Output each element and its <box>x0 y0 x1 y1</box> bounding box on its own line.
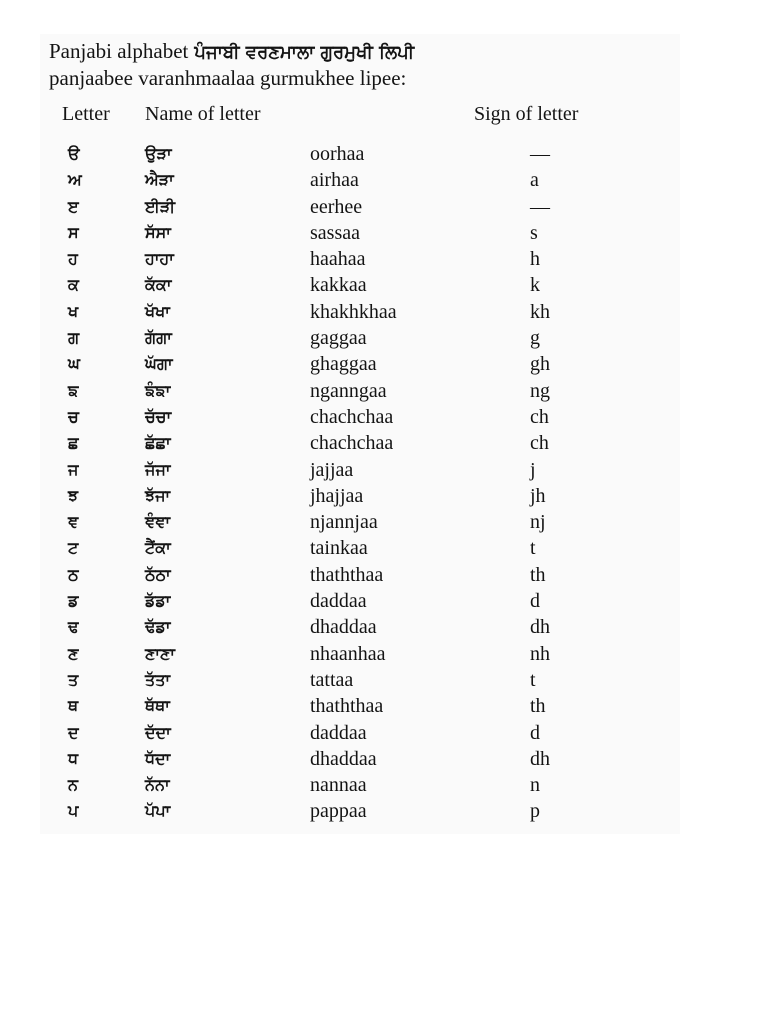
letter-sign: d <box>530 590 540 613</box>
gurmukhi-letter: ਥ <box>68 696 79 716</box>
table-row <box>0 614 768 640</box>
letter-name-gurmukhi: ਤੱਤਾ <box>145 669 171 689</box>
letter-name-gurmukhi: ਈੜੀ <box>145 196 176 216</box>
gurmukhi-letter: ਙ <box>68 380 79 400</box>
letter-name-transliteration: sassaa <box>310 221 360 244</box>
letter-name-transliteration: dhaddaa <box>310 616 377 639</box>
letter-name-transliteration: daddaa <box>310 590 367 613</box>
letter-sign: p <box>530 800 540 823</box>
gurmukhi-letter: ਸ <box>68 222 79 242</box>
letter-sign: — <box>530 195 550 218</box>
letter-sign: t <box>530 537 536 560</box>
title-english: Panjabi alphabet <box>49 39 189 63</box>
letter-name-transliteration: thaththaa <box>310 695 384 718</box>
gurmukhi-letter: ਠ <box>68 564 79 584</box>
gurmukhi-letter: ਪ <box>68 801 79 821</box>
table-row <box>0 141 768 167</box>
letter-name-gurmukhi: ਙੰਙਾ <box>145 380 171 400</box>
alphabet-table <box>0 141 768 825</box>
gurmukhi-letter: ਤ <box>68 669 79 689</box>
letter-sign: g <box>530 327 540 350</box>
table-row <box>0 351 768 377</box>
table-row <box>0 720 768 746</box>
letter-sign: ng <box>530 379 550 402</box>
letter-name-transliteration: tattaa <box>310 668 354 691</box>
letter-name-transliteration: ghaggaa <box>310 353 377 376</box>
letter-sign: h <box>530 248 540 271</box>
letter-name-transliteration: oorhaa <box>310 143 365 165</box>
letter-sign: ch <box>530 405 549 428</box>
gurmukhi-letter: ਝ <box>68 485 79 505</box>
letter-name-transliteration: kakkaa <box>310 274 367 297</box>
letter-name-transliteration: nhaanhaa <box>310 642 386 665</box>
letter-name-transliteration: nganngaa <box>310 379 387 402</box>
letter-name-transliteration: eerhee <box>310 195 363 218</box>
gurmukhi-letter: ਖ <box>68 301 79 321</box>
header-sign-of-letter: Sign of letter <box>474 103 579 125</box>
gurmukhi-letter: ਕ <box>68 275 79 295</box>
letter-name-transliteration: dhaddaa <box>310 747 377 770</box>
letter-name-gurmukhi: ਹਾਹਾ <box>145 249 174 269</box>
letter-name-transliteration: pappaa <box>310 800 367 823</box>
gurmukhi-letter: ਟ <box>68 538 79 558</box>
table-row <box>0 325 768 351</box>
table-row <box>0 772 768 798</box>
letter-sign: a <box>530 169 539 192</box>
letter-sign: kh <box>530 300 550 323</box>
table-row <box>0 167 768 193</box>
letter-name-gurmukhi: ਢੱਡਾ <box>145 617 171 637</box>
gurmukhi-letter: ਡ <box>68 591 79 611</box>
letter-name-gurmukhi: ਉੜਾ <box>145 144 172 163</box>
letter-name-gurmukhi: ਣਾਣਾ <box>145 643 175 663</box>
letter-name-gurmukhi: ਞੰਞਾ <box>145 512 171 532</box>
letter-sign: dh <box>530 616 550 639</box>
table-row <box>0 509 768 535</box>
letter-name-gurmukhi: ਛੱਛਾ <box>145 433 171 453</box>
table-row <box>0 457 768 483</box>
letter-name-gurmukhi: ਚੱਚਾ <box>145 406 172 426</box>
gurmukhi-letter: ਞ <box>68 512 79 532</box>
gurmukhi-letter: ੳ <box>68 144 80 163</box>
table-row <box>0 562 768 588</box>
gurmukhi-letter: ਛ <box>68 433 79 453</box>
letter-name-gurmukhi: ਗੱਗਾ <box>145 328 172 348</box>
gurmukhi-letter: ਜ <box>68 459 79 479</box>
letter-name-gurmukhi: ਘੱਗਾ <box>145 354 173 374</box>
letter-sign: th <box>530 695 546 718</box>
table-row <box>0 483 768 509</box>
gurmukhi-letter: ੲ <box>68 196 79 216</box>
letter-name-gurmukhi: ਐੜਾ <box>145 170 174 190</box>
header-letter: Letter <box>62 103 110 125</box>
letter-name-transliteration: haahaa <box>310 248 366 271</box>
letter-name-gurmukhi: ਧੱਦਾ <box>145 748 171 768</box>
table-row <box>0 194 768 220</box>
table-row <box>0 746 768 772</box>
letter-name-gurmukhi: ਨੱਨਾ <box>145 775 170 795</box>
letter-name-gurmukhi: ਦੱਦਾ <box>145 722 171 742</box>
letter-name-gurmukhi: ਪੱਪਾ <box>145 801 171 821</box>
table-row <box>0 641 768 667</box>
gurmukhi-letter: ਣ <box>68 643 79 663</box>
letter-sign: n <box>530 774 540 797</box>
table-row <box>0 220 768 246</box>
letter-name-gurmukhi: ਕੱਕਾ <box>145 275 172 295</box>
table-row <box>0 246 768 272</box>
letter-name-transliteration: gaggaa <box>310 327 367 350</box>
table-row <box>0 798 768 824</box>
table-row <box>0 430 768 456</box>
gurmukhi-letter: ਘ <box>68 354 80 374</box>
letter-name-transliteration: jhajjaa <box>310 484 364 507</box>
letter-name-transliteration: thaththaa <box>310 563 384 586</box>
letter-name-gurmukhi: ਸੱਸਾ <box>145 222 171 242</box>
letter-name-transliteration: khakhkhaa <box>310 300 397 323</box>
letter-name-transliteration: nannaa <box>310 774 367 797</box>
gurmukhi-letter: ਗ <box>68 328 80 348</box>
letter-name-gurmukhi: ਡੱਡਾ <box>145 591 171 611</box>
table-row <box>0 378 768 404</box>
letter-name-transliteration: chachchaa <box>310 405 394 428</box>
letter-name-transliteration: tainkaa <box>310 537 368 560</box>
table-row <box>0 404 768 430</box>
letter-name-transliteration: jajjaa <box>310 458 354 481</box>
gurmukhi-letter: ਦ <box>68 722 79 742</box>
letter-sign: t <box>530 668 536 691</box>
letter-name-gurmukhi: ਝੱਜਾ <box>145 485 171 505</box>
table-row <box>0 272 768 298</box>
table-row <box>0 535 768 561</box>
letter-sign: k <box>530 274 540 297</box>
letter-sign: nj <box>530 511 546 534</box>
letter-name-transliteration: daddaa <box>310 721 367 744</box>
letter-sign: dh <box>530 747 550 770</box>
letter-sign: d <box>530 721 540 744</box>
table-row <box>0 693 768 719</box>
letter-name-transliteration: njannjaa <box>310 511 378 534</box>
letter-sign: nh <box>530 642 550 665</box>
letter-name-gurmukhi: ਟੈਂਕਾ <box>145 538 171 558</box>
gurmukhi-letter: ਢ <box>68 617 79 637</box>
gurmukhi-letter: ਧ <box>68 748 79 768</box>
table-row <box>0 667 768 693</box>
letter-sign: th <box>530 563 546 586</box>
title-gurmukhi: ਪੰਜਾਬੀ ਵਰਣਮਾਲਾ ਗੁਰਮੁਖੀ ਲਿਪੀ <box>194 42 415 63</box>
gurmukhi-letter: ਅ <box>68 170 82 190</box>
gurmukhi-letter: ਹ <box>68 249 78 269</box>
letter-name-transliteration: chachchaa <box>310 432 394 455</box>
letter-sign: s <box>530 221 538 244</box>
letter-sign: ch <box>530 432 549 455</box>
header-name-of-letter: Name of letter <box>145 103 261 125</box>
title-transliteration: panjaabee varanhmaalaa gurmukhee lipee: <box>49 66 407 90</box>
letter-sign: j <box>530 458 536 481</box>
letter-sign: gh <box>530 353 550 376</box>
letter-name-gurmukhi: ਜੱਜਾ <box>145 459 171 479</box>
table-row <box>0 588 768 614</box>
gurmukhi-letter: ਚ <box>68 406 79 426</box>
page-title <box>49 39 414 65</box>
letter-name-transliteration: airhaa <box>310 169 359 192</box>
letter-sign: jh <box>530 484 546 507</box>
letter-name-gurmukhi: ਥੱਥਾ <box>145 696 170 716</box>
gurmukhi-letter: ਨ <box>68 775 79 795</box>
letter-sign: — <box>530 143 550 165</box>
letter-name-gurmukhi: ਠੱਠਾ <box>145 564 171 584</box>
table-row <box>0 299 768 325</box>
letter-name-gurmukhi: ਖੱਖਾ <box>145 301 170 321</box>
